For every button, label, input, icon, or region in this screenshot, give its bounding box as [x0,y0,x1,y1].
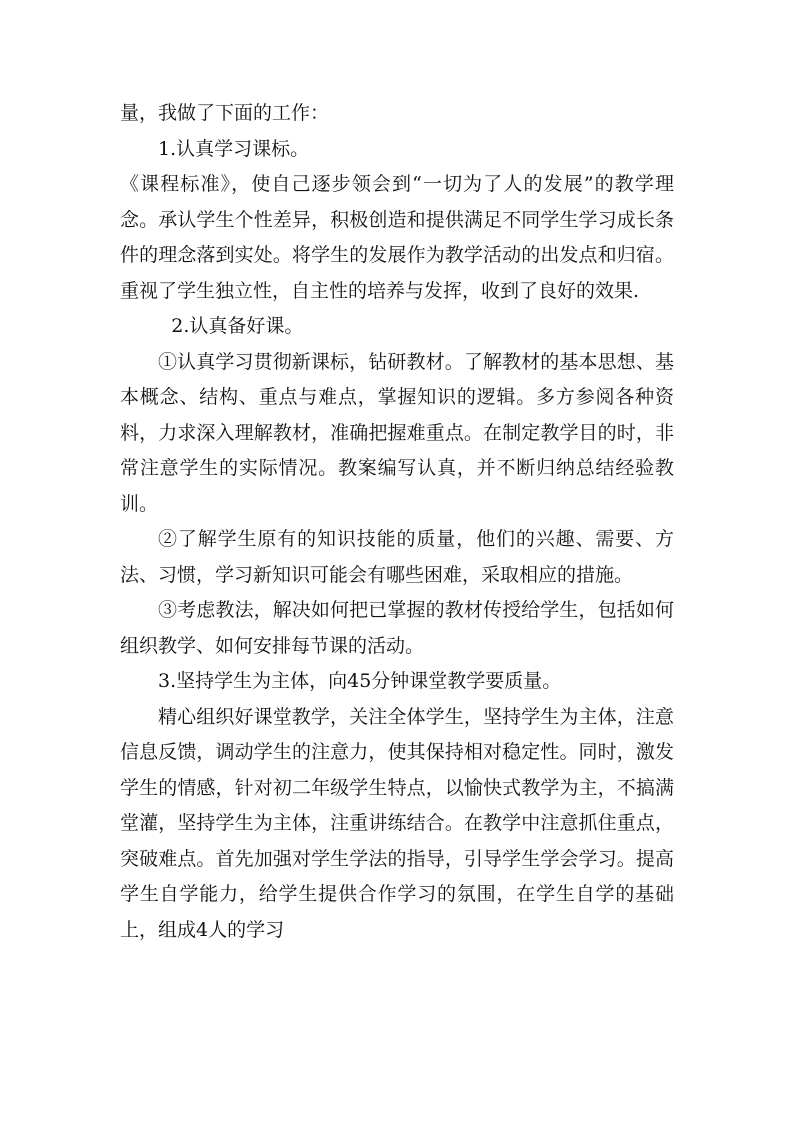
heading-student-centered: 3.坚持学生为主体，向45分钟课堂教学要质量。 [158,670,562,692]
document-body [120,96,674,948]
paragraph-study-textbook: ①认真学习贯彻新课标，钻研教材。了解教材的基本思想、基本概念、结构、重点与难点，掌握知识的逻辑。多方参阅各种资料，力求深入理解教材，准确把握难重点。在制定教学目的时，非常注意学生的实际情况。教案编写认真，并不断归纳总结经验教训。 [120,350,674,515]
paragraph-classroom-organization: 精心组织好课堂教学，关注全体学生，坚持学生为主体，注意信息反馈，调动学生的注意力，使其保持相对稳定性。同时，激发学生的情感，针对初二年级学生特点，以愉快式教学为主，不搞满堂灌，坚持学生为主体，注重讲练结合。在教学中注意抓住重点，突破难点。首先加强对学生学法的指导，引导学生学会学习。提高学生自学能力，给学生提供合作学习的氛围，在学生自学的基础上，组成4人的学习 [120,705,674,941]
heading-prepare-lessons: 2.认真备好课。 [171,315,304,337]
paragraph-teaching-method: ③考虑教法，解决如何把已掌握的教材传授给学生，包括如何组织教学、如何安排每节课的活动。 [120,599,674,657]
paragraph-know-students: ②了解学生原有的知识技能的质量，他们的兴趣、需要、方法、习惯，学习新知识可能会有哪些困难，采取相应的措施。 [120,528,674,586]
heading-study-curriculum: 1.认真学习课标。 [158,137,310,160]
paragraph-curriculum-standard: 《课程标准》，使自己逐步领会到“一切为了人的发展”的教学理念。承认学生个性差异，积极创造和提供满足不同学生学习成长条件的理念落到实处。将学生的发展作为教学活动的出发点和归宿。重视了学生独立性，自主性的培养与发挥，收到了良好的效果. [120,173,674,302]
paragraph-continuation: 量，我做了下面的工作： [120,102,330,124]
